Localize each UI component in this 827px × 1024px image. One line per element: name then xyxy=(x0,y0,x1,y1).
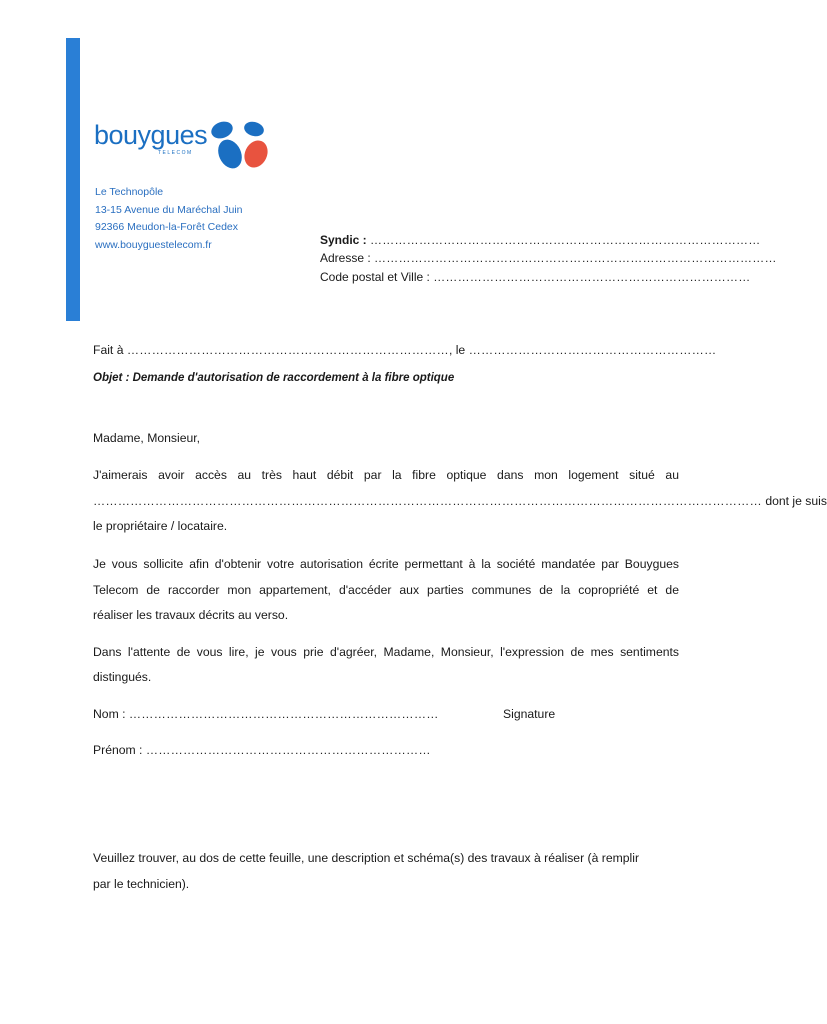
bouygues-logo-mark-icon xyxy=(204,112,276,174)
bouygues-logo-text: bouygues xyxy=(94,120,208,150)
paragraph-1-line-3: le propriétaire / locataire. xyxy=(93,519,228,533)
nom-label: Nom : xyxy=(93,707,126,721)
address-line-2: 13-15 Avenue du Maréchal Juin xyxy=(95,204,243,216)
logement-address-blank[interactable]: ……………………………………………………………………………………………………………………………………………… xyxy=(93,494,762,508)
paragraph-3-line-1: Dans l'attente de vous lire, je vous prie d'agréer, Madame, Monsieur, l'expression de mes sentiments xyxy=(93,645,679,659)
paragraph-1-line-1: J'aimerais avoir accès au très haut débit par la fibre optique dans mon logement situé au xyxy=(93,468,679,482)
paragraph-3-line-2: distingués. xyxy=(93,670,152,684)
footer-line-1: Veuillez trouver, au dos de cette feuille, une description et schéma(s) des travaux à réaliser (à remplir xyxy=(93,851,639,865)
website-link[interactable]: www.bouyguestelecom.fr xyxy=(95,239,212,251)
fait-blank[interactable]: …………………………………………………………………… xyxy=(126,343,449,357)
footer-line-2: par le technicien). xyxy=(93,877,190,891)
signature-label: Signature xyxy=(503,707,556,721)
paragraph-2-line-2: Telecom de raccorder mon appartement, d'accéder aux parties communes de la copropriété et de xyxy=(93,583,679,597)
syndic-label: Syndic : xyxy=(320,233,367,247)
adresse-blank[interactable]: ……………………………………………………………………………………… xyxy=(374,251,777,265)
syndic-field xyxy=(320,233,760,247)
paragraph-1-line-2 xyxy=(93,494,827,508)
prenom-blank[interactable]: …………………………………………………………… xyxy=(145,743,431,757)
paragraph-2-line-3: réaliser les travaux décrits au verso. xyxy=(93,608,289,622)
nom-field xyxy=(93,707,439,721)
salutation: Madame, Monsieur, xyxy=(93,431,201,445)
le-label: , le xyxy=(448,343,466,357)
paragraph-1-tail: dont je suis xyxy=(765,494,827,508)
code-postal-blank[interactable]: …………………………………………………………………… xyxy=(433,270,751,284)
address-line-1: Le Technopôle xyxy=(95,186,164,198)
fait-label: Fait à xyxy=(93,343,124,357)
nom-blank[interactable]: ………………………………………………………………… xyxy=(128,707,439,721)
prenom-label: Prénom : xyxy=(93,743,143,757)
adresse-label: Adresse : xyxy=(320,251,371,265)
adresse-field xyxy=(320,251,777,265)
brand-side-bar xyxy=(66,38,80,321)
letter-subject: Objet : Demande d'autorisation de raccordement à la fibre optique xyxy=(93,372,455,384)
code-postal-field xyxy=(320,270,750,284)
code-postal-label: Code postal et Ville : xyxy=(320,270,430,284)
bouygues-logo-subtext: TELECOM xyxy=(158,150,193,156)
paragraph-2-line-1: Je vous sollicite afin d'obtenir votre autorisation écrite permettant à la société mandatée par Bouygues xyxy=(93,557,679,571)
fait-a-line xyxy=(93,343,716,357)
prenom-field xyxy=(93,743,431,757)
address-line-3: 92366 Meudon-la-Forêt Cedex xyxy=(95,221,239,233)
date-blank[interactable]: …………………………………………………… xyxy=(468,343,717,357)
syndic-blank[interactable]: …………………………………………………………………………………… xyxy=(370,233,761,247)
